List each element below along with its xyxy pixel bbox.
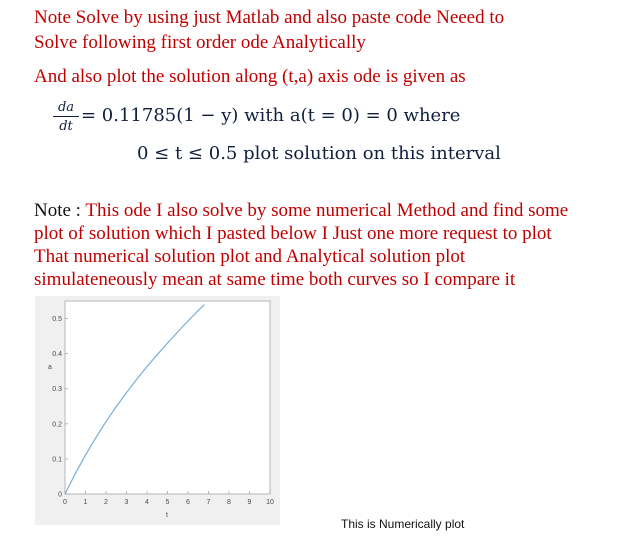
line-3: And also plot the solution along (t,a) axis ode is given as bbox=[34, 66, 466, 87]
ode-equation: = 0.11785(1 − y) with a(t = 0) = 0 where bbox=[81, 105, 461, 126]
note-line-2: plot of solution which I pasted below I Just one more request to plot bbox=[34, 223, 552, 244]
line-1: Note Solve by using just Matlab and also paste code Neeed to bbox=[34, 7, 505, 28]
plot-area bbox=[65, 301, 270, 494]
y-tick-label-1: 0.1 bbox=[52, 456, 62, 464]
numerical-plot bbox=[35, 296, 280, 525]
note-line-4: simulateneously mean at same time both curves so I compare it bbox=[34, 269, 516, 290]
fraction-bar bbox=[53, 116, 79, 117]
x-tick-label-3: 3 bbox=[124, 499, 129, 506]
x-tick-label-9: 9 bbox=[247, 499, 252, 506]
y-tick-label-2: 0.2 bbox=[52, 421, 62, 429]
x-tick-label-10: 10 bbox=[266, 499, 274, 506]
fraction-numerator: da bbox=[57, 100, 75, 115]
x-tick-label-8: 8 bbox=[227, 499, 231, 506]
line-2: Solve following first order ode Analytically bbox=[34, 32, 366, 53]
x-tick-label-2: 2 bbox=[104, 499, 108, 506]
note-prefix: Note : bbox=[34, 200, 86, 221]
note-line-1 bbox=[34, 200, 568, 222]
note-line-3: That numerical solution plot and Analytical solution plot bbox=[34, 246, 466, 267]
x-tick-label-6: 6 bbox=[186, 499, 190, 506]
x-tick-label-5: 5 bbox=[165, 499, 170, 506]
x-tick-label-4: 4 bbox=[145, 499, 149, 506]
derivative-fraction bbox=[53, 101, 79, 133]
plot-svg bbox=[35, 296, 280, 525]
fraction-denominator: dt bbox=[59, 119, 73, 134]
y-axis-label: a bbox=[48, 364, 52, 371]
x-tick-label-0: 0 bbox=[63, 499, 67, 506]
y-tick-label-0: 0 bbox=[58, 491, 62, 499]
interval-equation: 0 ≤ t ≤ 0.5 plot solution on this interval bbox=[137, 143, 501, 164]
x-tick-label-1: 1 bbox=[83, 499, 88, 506]
note-text-1: This ode I also solve by some numerical Method and find some bbox=[85, 200, 569, 221]
x-tick-label-7: 7 bbox=[206, 499, 211, 506]
plot-caption: This is Numerically plot bbox=[341, 517, 465, 531]
x-axis-label: t bbox=[166, 512, 168, 519]
y-tick-label-3: 0.3 bbox=[52, 386, 62, 394]
y-tick-label-4: 0.4 bbox=[52, 351, 62, 359]
y-tick-label-5: 0.5 bbox=[52, 316, 62, 324]
